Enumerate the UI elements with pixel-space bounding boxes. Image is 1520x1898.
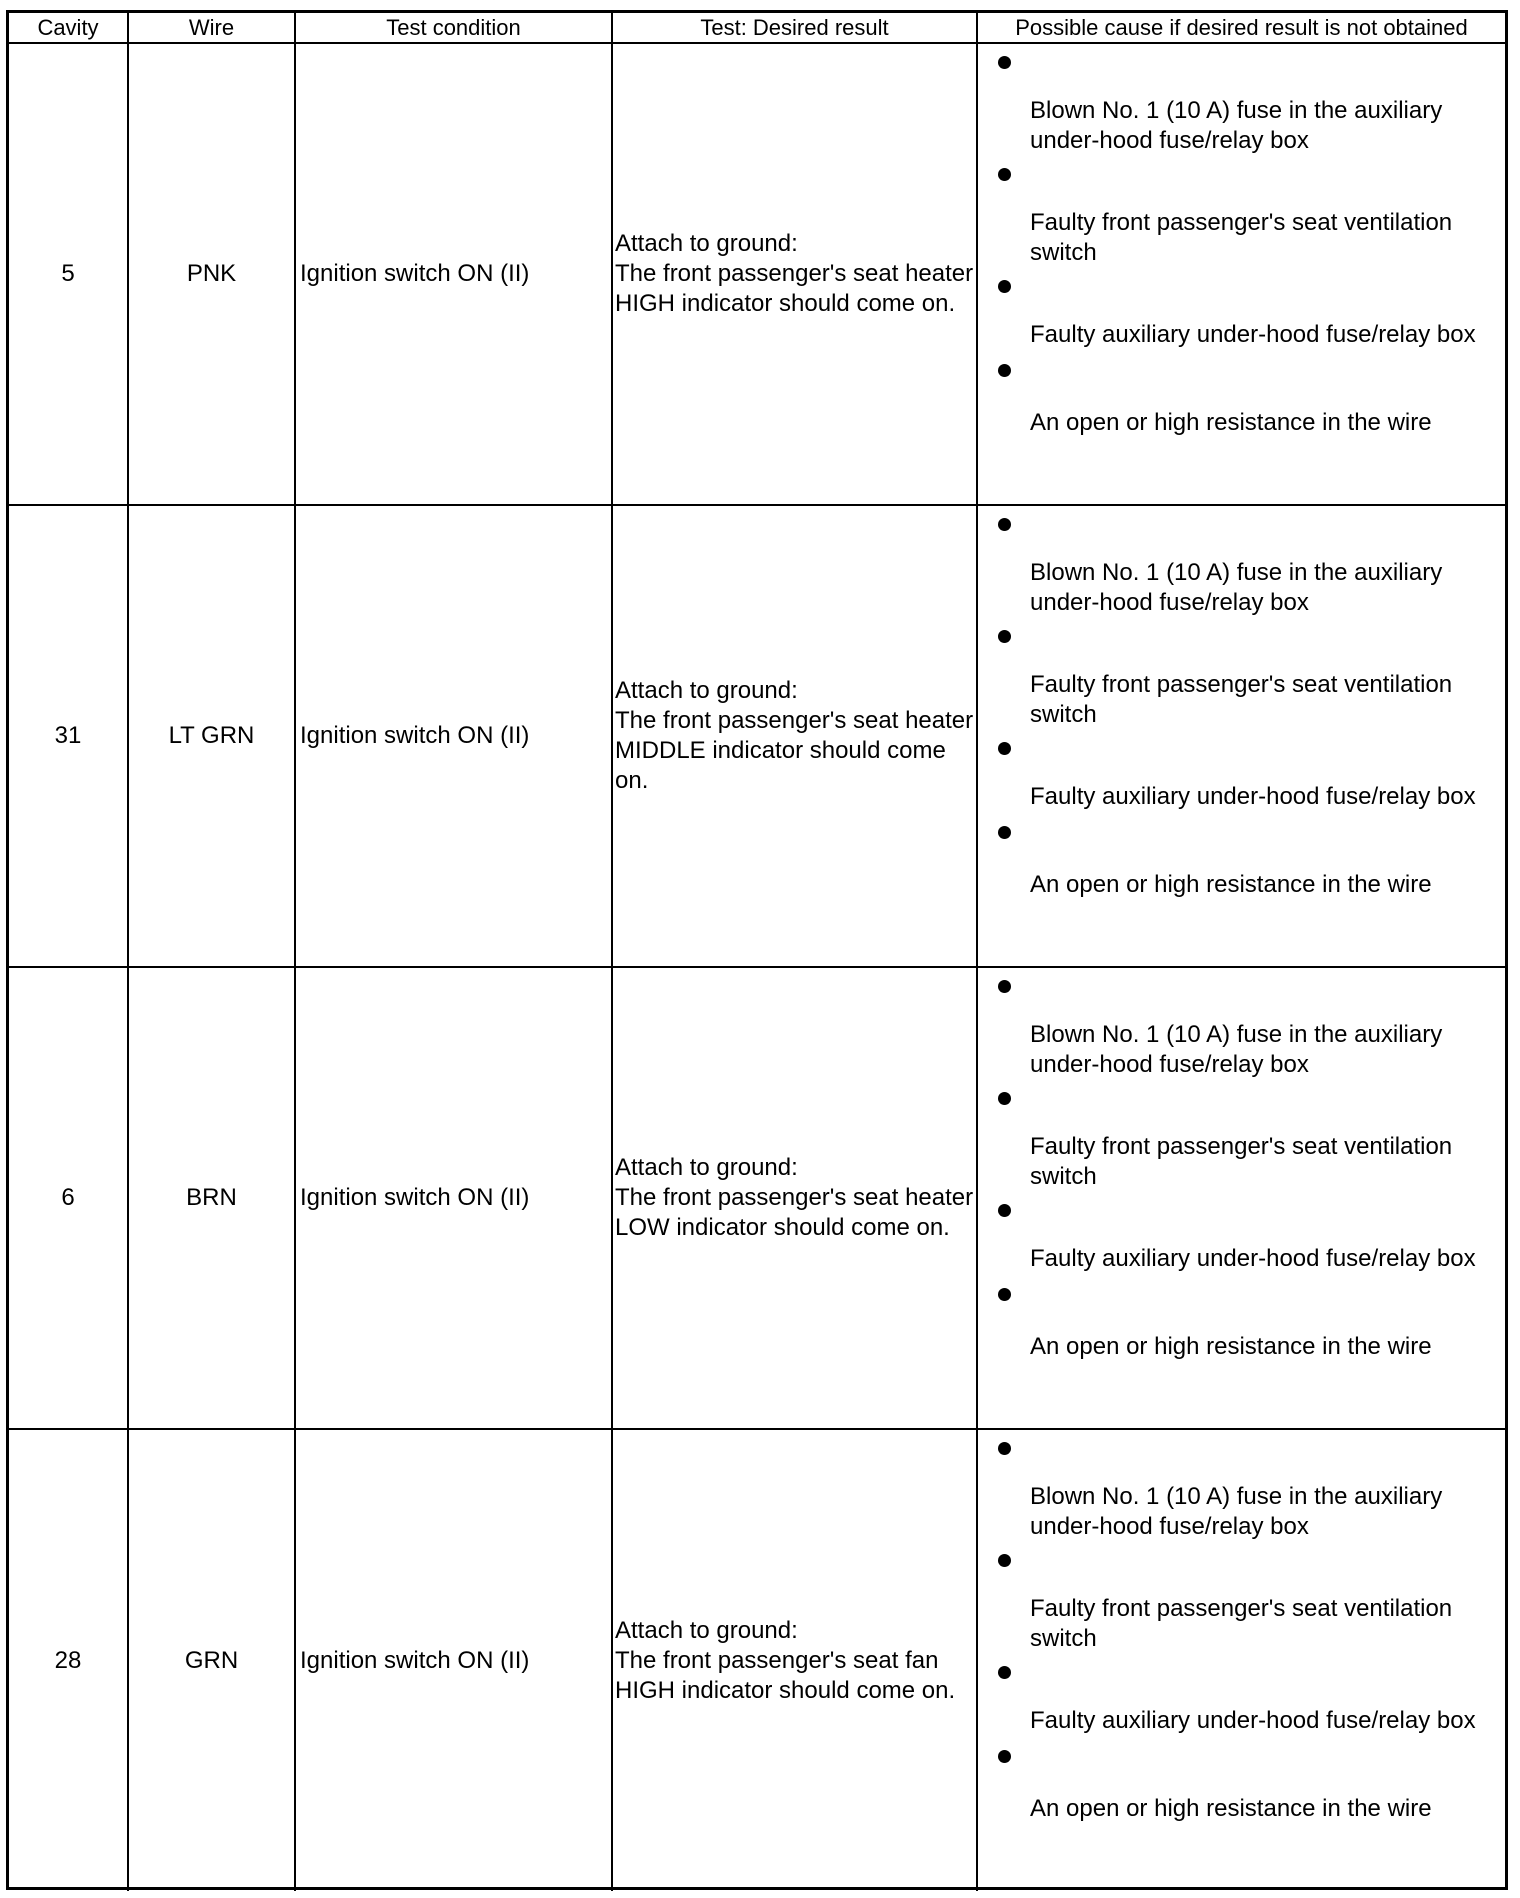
bullet-icon: [998, 56, 1012, 70]
cause-text: Blown No. 1 (10 A) fuse in the auxiliary under-hood fuse/relay box: [1030, 559, 1443, 616]
bullet-icon: [998, 168, 1012, 182]
wire-cell: PNK: [128, 43, 295, 505]
desired-result-text: [615, 1153, 976, 1243]
cause-item: [978, 630, 1505, 730]
cause-text: An open or high resistance in the wire: [1030, 1333, 1432, 1360]
cause-item: [978, 1204, 1505, 1274]
cause-item: [978, 1288, 1505, 1362]
cause-item: [978, 742, 1505, 812]
cause-text: Blown No. 1 (10 A) fuse in the auxiliary under-hood fuse/relay box: [1030, 97, 1443, 154]
wire-cell: LT GRN: [128, 505, 295, 967]
cause-item: [978, 980, 1505, 1080]
text-line: Attach to ground:: [615, 1154, 798, 1181]
possible-cause-cell: [977, 43, 1505, 505]
bullet-icon: [998, 1204, 1012, 1218]
bullet-icon: [998, 518, 1012, 532]
cause-text: An open or high resistance in the wire: [1030, 409, 1432, 436]
cause-item: [978, 1442, 1505, 1542]
text-line: Attach to ground:: [615, 1616, 798, 1644]
cause-text: Faulty auxiliary under-hood fuse/relay box: [1030, 1707, 1476, 1734]
cause-item: [978, 364, 1505, 438]
cavity-cell: 31: [9, 505, 128, 967]
cause-item: [978, 826, 1505, 900]
bullet-icon: [998, 1442, 1012, 1456]
header-desired-result: Test: Desired result: [612, 13, 977, 43]
cause-list: [978, 518, 1505, 900]
wire-cell: BRN: [128, 967, 295, 1429]
bullet-icon: [998, 1750, 1012, 1764]
cause-text: An open or high resistance in the wire: [1030, 1795, 1432, 1822]
cause-item: [978, 1750, 1505, 1824]
test-condition-cell: Ignition switch ON (II): [295, 967, 612, 1429]
text-line: The front passenger's seat heater HIGH indicator should come on.: [615, 260, 974, 317]
possible-cause-cell: [977, 1429, 1505, 1891]
possible-cause-cell: [977, 505, 1505, 967]
desired-result-cell: [612, 1429, 977, 1891]
bullet-icon: [998, 364, 1012, 378]
text-line: Attach to ground:: [615, 230, 798, 257]
cause-list: [978, 1442, 1505, 1824]
cause-text: Faulty auxiliary under-hood fuse/relay box: [1030, 321, 1476, 348]
troubleshooting-table-frame: [6, 10, 1508, 1890]
cavity-cell: 6: [9, 967, 128, 1429]
table-header-row: [9, 13, 1505, 43]
cause-item: [978, 56, 1505, 156]
cause-text: An open or high resistance in the wire: [1030, 871, 1432, 898]
header-cavity: Cavity: [9, 13, 128, 43]
table-row: [9, 505, 1505, 967]
cavity-cell: 5: [9, 43, 128, 505]
wire-cell: GRN: [128, 1429, 295, 1891]
bullet-icon: [998, 630, 1012, 644]
bullet-icon: [998, 742, 1012, 756]
troubleshooting-table: [9, 13, 1505, 1891]
test-condition-cell: Ignition switch ON (II): [295, 1429, 612, 1891]
cavity-cell: 28: [9, 1429, 128, 1891]
desired-result-text: [615, 229, 976, 319]
cause-item: [978, 518, 1505, 618]
cause-list: [978, 980, 1505, 1362]
desired-result-cell: [612, 505, 977, 967]
cause-text: Blown No. 1 (10 A) fuse in the auxiliary under-hood fuse/relay box: [1030, 1483, 1443, 1540]
cause-text: Faulty front passenger's seat ventilation switch: [1030, 1595, 1453, 1652]
cause-text: Blown No. 1 (10 A) fuse in the auxiliary under-hood fuse/relay box: [1030, 1021, 1443, 1078]
desired-result-cell: [612, 967, 977, 1429]
header-wire: Wire: [128, 13, 295, 43]
possible-cause-cell: [977, 967, 1505, 1429]
table-row: [9, 967, 1505, 1429]
text-line: The front passenger's seat fan HIGH indicator should come on.: [615, 1646, 956, 1704]
header-possible-cause: Possible cause if desired result is not obtained: [977, 13, 1505, 43]
cause-text: Faulty front passenger's seat ventilation switch: [1030, 209, 1453, 266]
bullet-icon: [998, 826, 1012, 840]
text-line: The front passenger's seat heater MIDDLE indicator should come on.: [615, 707, 974, 794]
cause-list: [978, 56, 1505, 438]
cause-text: Faulty front passenger's seat ventilation switch: [1030, 1133, 1453, 1190]
table-row: [9, 1429, 1505, 1891]
desired-result-cell: [612, 43, 977, 505]
cause-text: Faulty auxiliary under-hood fuse/relay box: [1030, 1245, 1476, 1272]
bullet-icon: [998, 980, 1012, 994]
cause-item: [978, 1666, 1505, 1736]
bullet-icon: [998, 1092, 1012, 1106]
cause-text: Faulty auxiliary under-hood fuse/relay box: [1030, 783, 1476, 810]
cause-item: [978, 168, 1505, 268]
header-test-condition: Test condition: [295, 13, 612, 43]
text-line: The front passenger's seat heater LOW indicator should come on.: [615, 1184, 974, 1241]
cause-item: [978, 1554, 1505, 1654]
bullet-icon: [998, 280, 1012, 294]
cause-item: [978, 1092, 1505, 1192]
cause-item: [978, 280, 1505, 350]
test-condition-cell: Ignition switch ON (II): [295, 505, 612, 967]
test-condition-cell: Ignition switch ON (II): [295, 43, 612, 505]
table-row: [9, 43, 1505, 505]
text-line: Attach to ground:: [615, 677, 798, 704]
desired-result-text: [615, 676, 976, 796]
bullet-icon: [998, 1554, 1012, 1568]
bullet-icon: [998, 1666, 1012, 1680]
desired-result-text: [615, 1616, 976, 1706]
bullet-icon: [998, 1288, 1012, 1302]
cause-text: Faulty front passenger's seat ventilation switch: [1030, 671, 1453, 728]
